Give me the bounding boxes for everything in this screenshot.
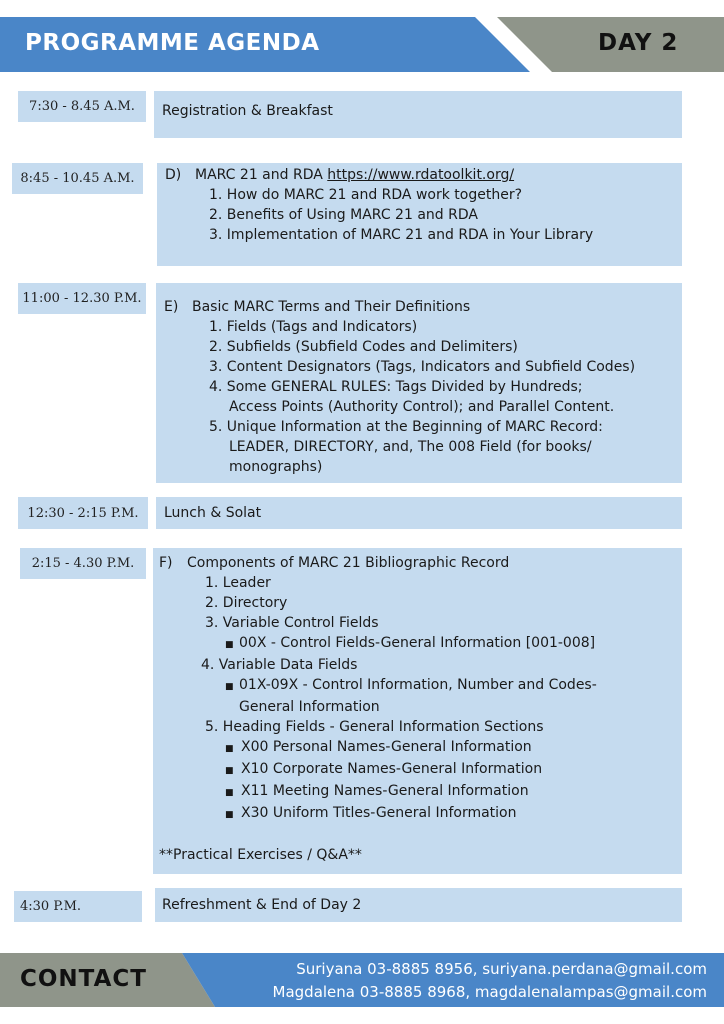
bullet-item: ■ X11 Meeting Names-General Information [153, 781, 682, 803]
bullet-icon: ■ [225, 682, 234, 692]
session-heading: Basic MARC Terms and Their Definitions [192, 299, 471, 315]
list-item: 1. Leader [205, 575, 271, 591]
page-title: PROGRAMME AGENDA [25, 30, 320, 56]
contact-title: CONTACT [20, 966, 147, 992]
bullet-icon: ■ [225, 744, 234, 754]
session-time: 12:30 - 2:15 P.M. [18, 497, 148, 529]
session-box [156, 283, 682, 483]
session-code: E) [164, 299, 179, 315]
day-label: DAY 2 [598, 30, 679, 56]
list-item-continued: LEADER, DIRECTORY, and, The 008 Field (for books/ [229, 439, 592, 455]
session-box [156, 497, 682, 529]
list-item: 4. Variable Data Fields [201, 657, 358, 673]
bullet-item: ■ X00 Personal Names-General Information [153, 737, 682, 759]
list-item: 2. Directory [205, 595, 288, 611]
session-title: Lunch & Solat [164, 505, 262, 521]
list-item: 3. Variable Control Fields [205, 615, 379, 631]
bullet-icon: ■ [225, 766, 234, 776]
session-title: Registration & Breakfast [162, 103, 333, 119]
bullet-item: ■ 00X - Control Fields-General Information [001-008] [153, 633, 682, 655]
session-heading: Components of MARC 21 Bibliographic Record [187, 555, 510, 571]
session-time: 8:45 - 10.45 A.M. [12, 163, 143, 194]
session-code: D) [165, 167, 182, 183]
bullet-item: ■ X10 Corporate Names-General Information [153, 759, 682, 781]
list-item: 5. Heading Fields - General Information Sections [205, 719, 544, 735]
bullet-icon: ■ [225, 810, 234, 820]
session-box [157, 163, 682, 266]
list-item-continued: Access Points (Authority Control); and Parallel Content. [229, 399, 615, 415]
list-item: 3. Implementation of MARC 21 and RDA in Your Library [209, 227, 594, 243]
session-box [155, 888, 682, 922]
bullet-item: ■ 01X-09X - Control Information, Number and Codes- [153, 675, 682, 697]
session-box [154, 91, 682, 138]
list-item: 5. Unique Information at the Beginning of MARC Record: [209, 419, 603, 435]
session-time: 2:15 - 4.30 P.M. [20, 548, 146, 579]
bullet-item-continued: General Information [239, 699, 380, 715]
list-item: 2. Benefits of Using MARC 21 and RDA [209, 207, 478, 223]
list-item-continued: monographs) [229, 459, 323, 475]
list-item: 3. Content Designators (Tags, Indicators and Subfield Codes) [209, 359, 636, 375]
bullet-item: ■ X30 Uniform Titles-General Information [153, 803, 682, 825]
session-code: F) [159, 555, 173, 571]
contact-line-suriyana: Suriyana 03-8885 8956, suriyana.perdana@gmail.com [296, 960, 707, 978]
session-heading-row [156, 297, 682, 317]
practical-note: **Practical Exercises / Q&A** [159, 847, 362, 863]
session-time: 4:30 P.M. [14, 891, 142, 922]
session-box [153, 548, 682, 874]
session-heading-row [153, 553, 682, 573]
session-title: Refreshment & End of Day 2 [162, 897, 362, 913]
list-item: 2. Subfields (Subfield Codes and Delimiters) [209, 339, 518, 355]
list-item: 4. Some GENERAL RULES: Tags Divided by Hundreds; [209, 379, 583, 395]
session-time: 11:00 - 12.30 P.M. [18, 283, 146, 314]
contact-line-magdalena: Magdalena 03-8885 8968, magdalenalampas@gmail.com [272, 983, 707, 1001]
list-item: 1. Fields (Tags and Indicators) [209, 319, 418, 335]
session-time: 7:30 - 8.45 A.M. [18, 91, 146, 122]
session-heading-row [157, 165, 682, 185]
session-heading: MARC 21 and RDA [195, 167, 328, 183]
rda-toolkit-link[interactable]: https://www.rdatoolkit.org/ [327, 167, 515, 183]
bullet-icon: ■ [225, 640, 234, 650]
bullet-icon: ■ [225, 788, 234, 798]
list-item: 1. How do MARC 21 and RDA work together? [209, 187, 523, 203]
